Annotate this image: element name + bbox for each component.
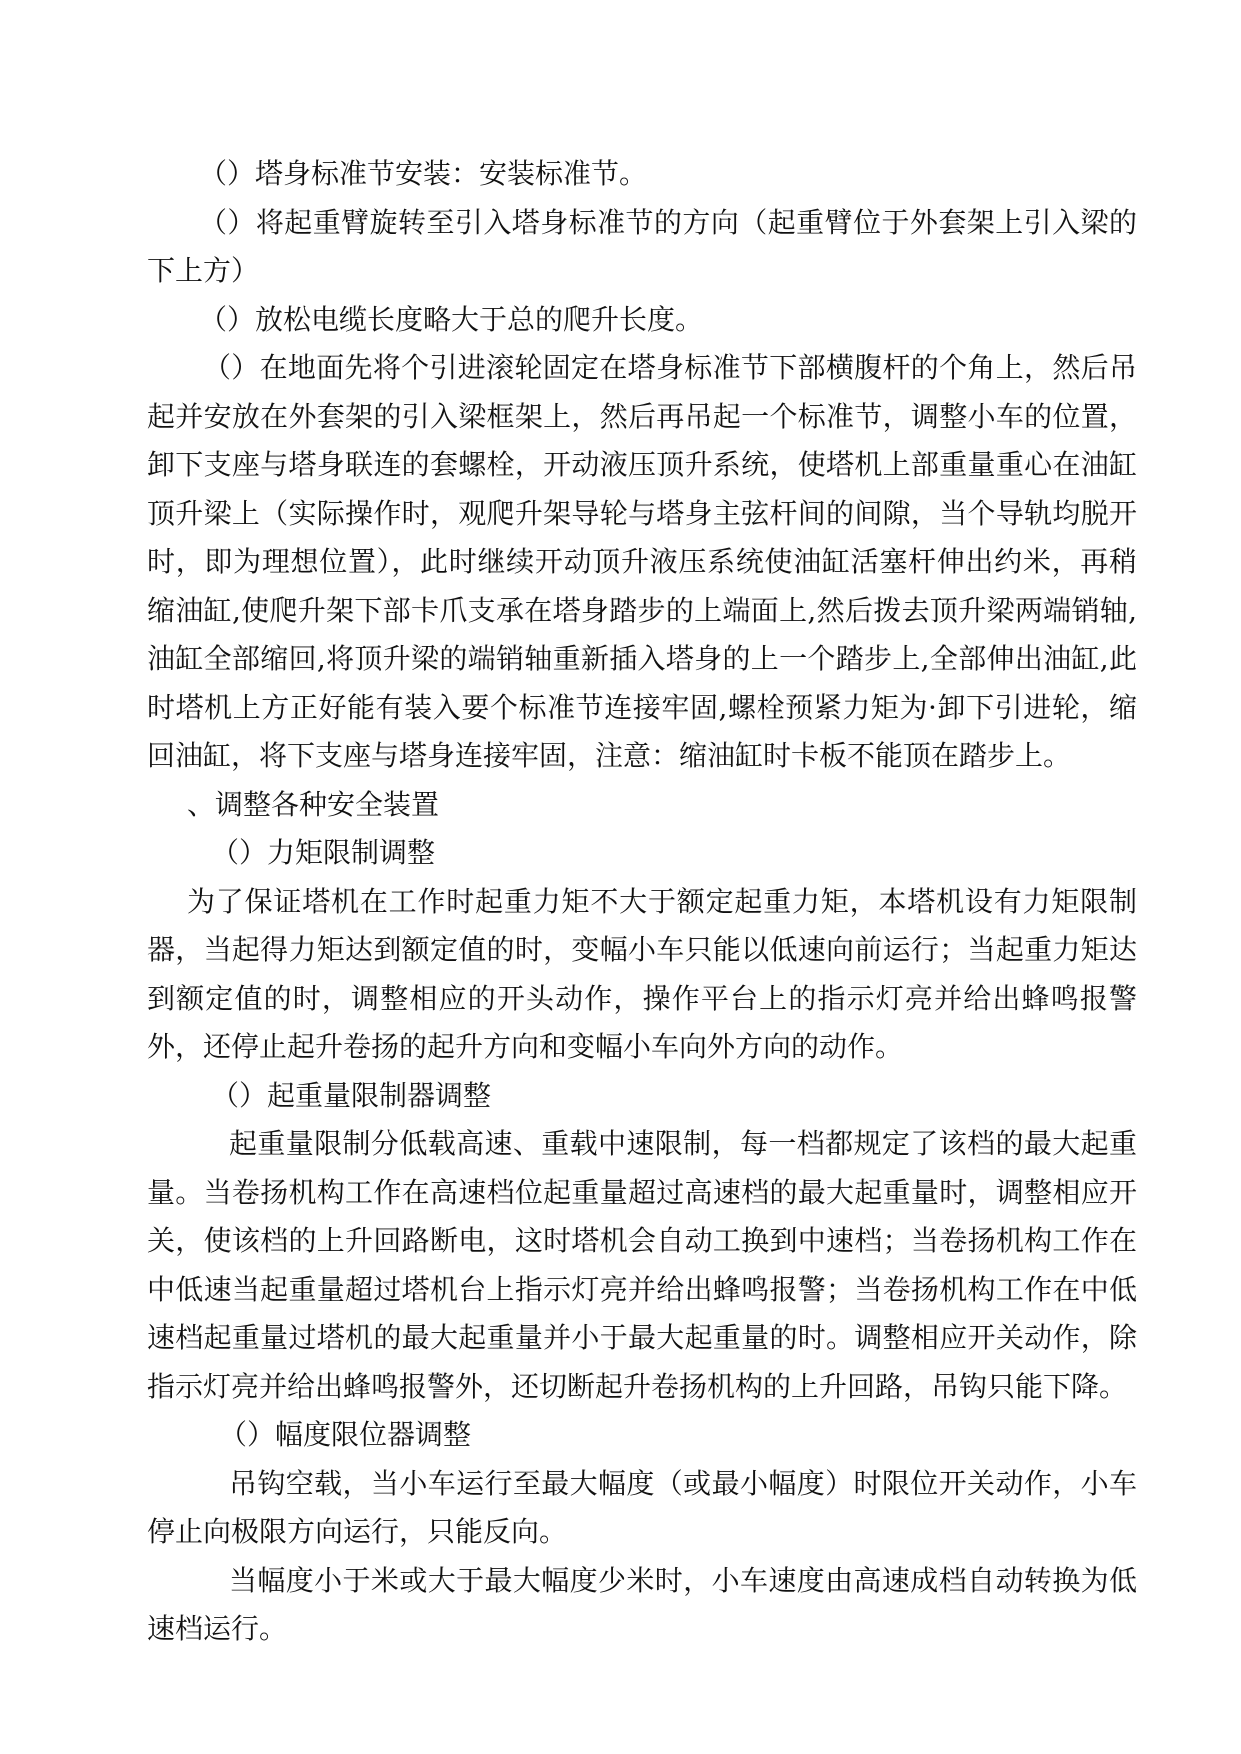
- paragraph-loosen-cable: （）放松电缆长度略大于总的爬升长度。: [199, 302, 704, 336]
- document-body: [147, 150, 1137, 1654]
- paragraph-climbing-procedure: （）在地面先将个引进滚轮固定在塔身标准节下部横腹杆的个角上，然后吊起并安放在外套架的引入梁框架上，然后再吊起一个标准节，调整小车的位置，卸下支座与塔身联连的套螺栓，开动液压顶升系统，使塔机上部重量重心在油缸顶升梁上（实际操作时，观爬升架导轮与塔身主弦杆间的间隙，当个导轨均脱开时，即为理想位置），此时继续开动顶升液压系统使油缸活塞杆伸出约米，再稍缩油缸,使爬升架下部卡爪支承在塔身踏步的上端面上,然后拨去顶升梁两端销轴,油缸全部缩回,将顶升梁的端销轴重新插入塔身的上一个踏步上,全部伸出油缸,此时塔机上方正好能有装入要个标准节连接牢固,螺栓预紧力矩为·卸下引进轮，缩回油缸，将下支座与塔身连接牢固，注意：缩油缸时卡板不能顶在踏步上。: [147, 351, 1137, 772]
- paragraph-radius-limiter: 吊钩空载，当小车运行至最大幅度（或最小幅度）时限位开关动作，小车停止向极限方向运行，只能反向。: [147, 1466, 1137, 1548]
- paragraph-tower-section-install: （）塔身标准节安装：安装标准节。: [199, 157, 648, 190]
- section-heading-safety-devices: 、调整各种安全装置: [187, 787, 440, 821]
- paragraph-moment-limiter: 为了保证塔机在工作时起重力矩不大于额定起重力矩，本塔机设有力矩限制器，当起得力矩达到额定值的时，变幅小车只能以低速向前运行；当起重力矩达到额定值的时，调整相应的开头动作，操作平台上的指示灯亮并给出蜂鸣报警外，还停止起升卷扬的起升方向和变幅小车向外方向的动作。: [147, 884, 1137, 1063]
- paragraph-rotate-jib: （）将起重臂旋转至引入塔身标准节的方向（起重臂位于外套架上引入梁的下上方）: [147, 205, 1137, 287]
- paragraph-load-limiter: 起重量限制分低载高速、重载中速限制，每一档都规定了该档的最大起重量。当卷扬机构工作在高速档位起重量超过高速档的最大起重量时，调整相应开关，使该档的上升回路断电，这时塔机会自动工换到中速档；当卷扬机构工作在中低速当起重量超过塔机台上指示灯亮并给出蜂鸣报警；当卷扬机构工作在中低速档起重量过塔机的最大起重量并小于最大起重量的时。调整相应开关动作，除指示灯亮并给出蜂鸣报警外，还切断起升卷扬机构的上升回路，吊钩只能下降。: [147, 1127, 1137, 1403]
- subheading-radius-limiter: （）幅度限位器调整: [219, 1418, 472, 1451]
- paragraph-trolley-speed: 当幅度小于米或大于最大幅度少米时，小车速度由高速成档自动转换为低速档运行。: [147, 1563, 1137, 1645]
- subheading-moment-limiter: （）力矩限制调整: [211, 836, 436, 869]
- subheading-load-limiter: （）起重量限制器调整: [211, 1078, 492, 1112]
